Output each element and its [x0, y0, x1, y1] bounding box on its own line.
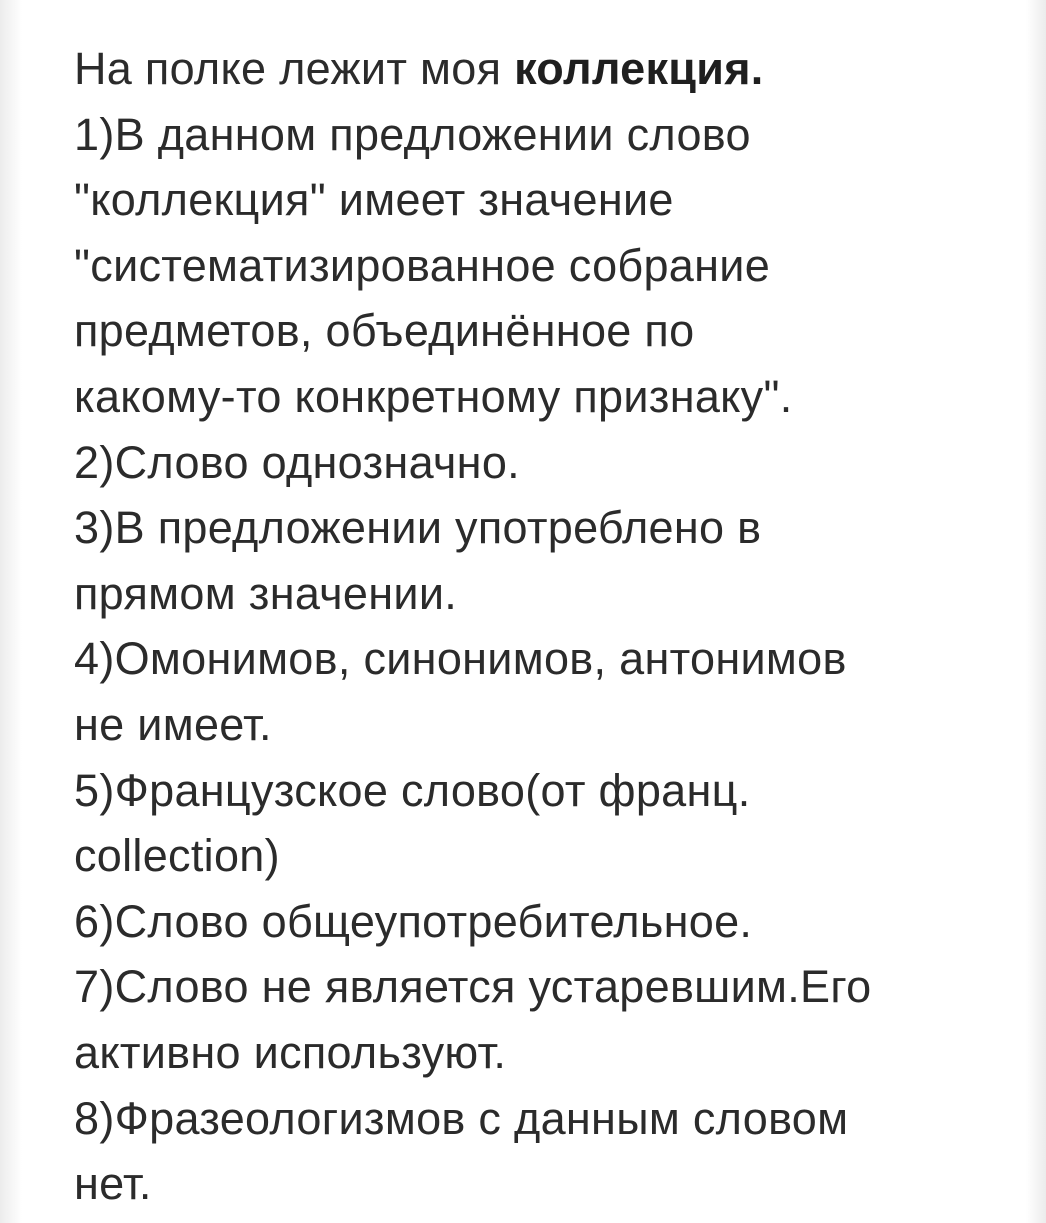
intro-line	[74, 36, 1014, 102]
text-line: активно используют.	[74, 1026, 507, 1078]
text-line: 1)В данном предложении слово	[74, 108, 751, 160]
right-edge-shadow	[1026, 0, 1046, 1223]
text-line: нет.	[74, 1158, 152, 1210]
text-line: collection)	[74, 830, 280, 882]
intro-bold-word: коллекция.	[514, 43, 764, 94]
text-line: предметов, объединённое по	[74, 305, 695, 357]
text-line: 8)Фразеологизмов с данным словом	[74, 1092, 849, 1144]
text-line: прямом значении.	[74, 567, 458, 619]
text-line: "систематизированное собрание	[74, 239, 771, 291]
left-edge-shadow	[0, 0, 22, 1223]
text-line: 2)Слово однозначно.	[74, 436, 520, 488]
text-line: 7)Слово не является устаревшим.Его	[74, 961, 872, 1013]
text-line: "коллекция" имеет значение	[74, 174, 674, 226]
text-line: 4)Омонимов, синонимов, антонимов	[74, 633, 847, 685]
text-line: 3)В предложении употреблено в	[74, 502, 762, 554]
text-line: 6)Слово общеупотребительное.	[74, 895, 753, 947]
text-line: 5)Французское слово(от франц.	[74, 764, 751, 816]
answer-text	[74, 36, 1014, 1217]
text-line: какому-то конкретному признаку".	[74, 370, 793, 422]
intro-prefix: На полке лежит моя	[74, 43, 515, 94]
text-line: не имеет.	[74, 698, 272, 750]
